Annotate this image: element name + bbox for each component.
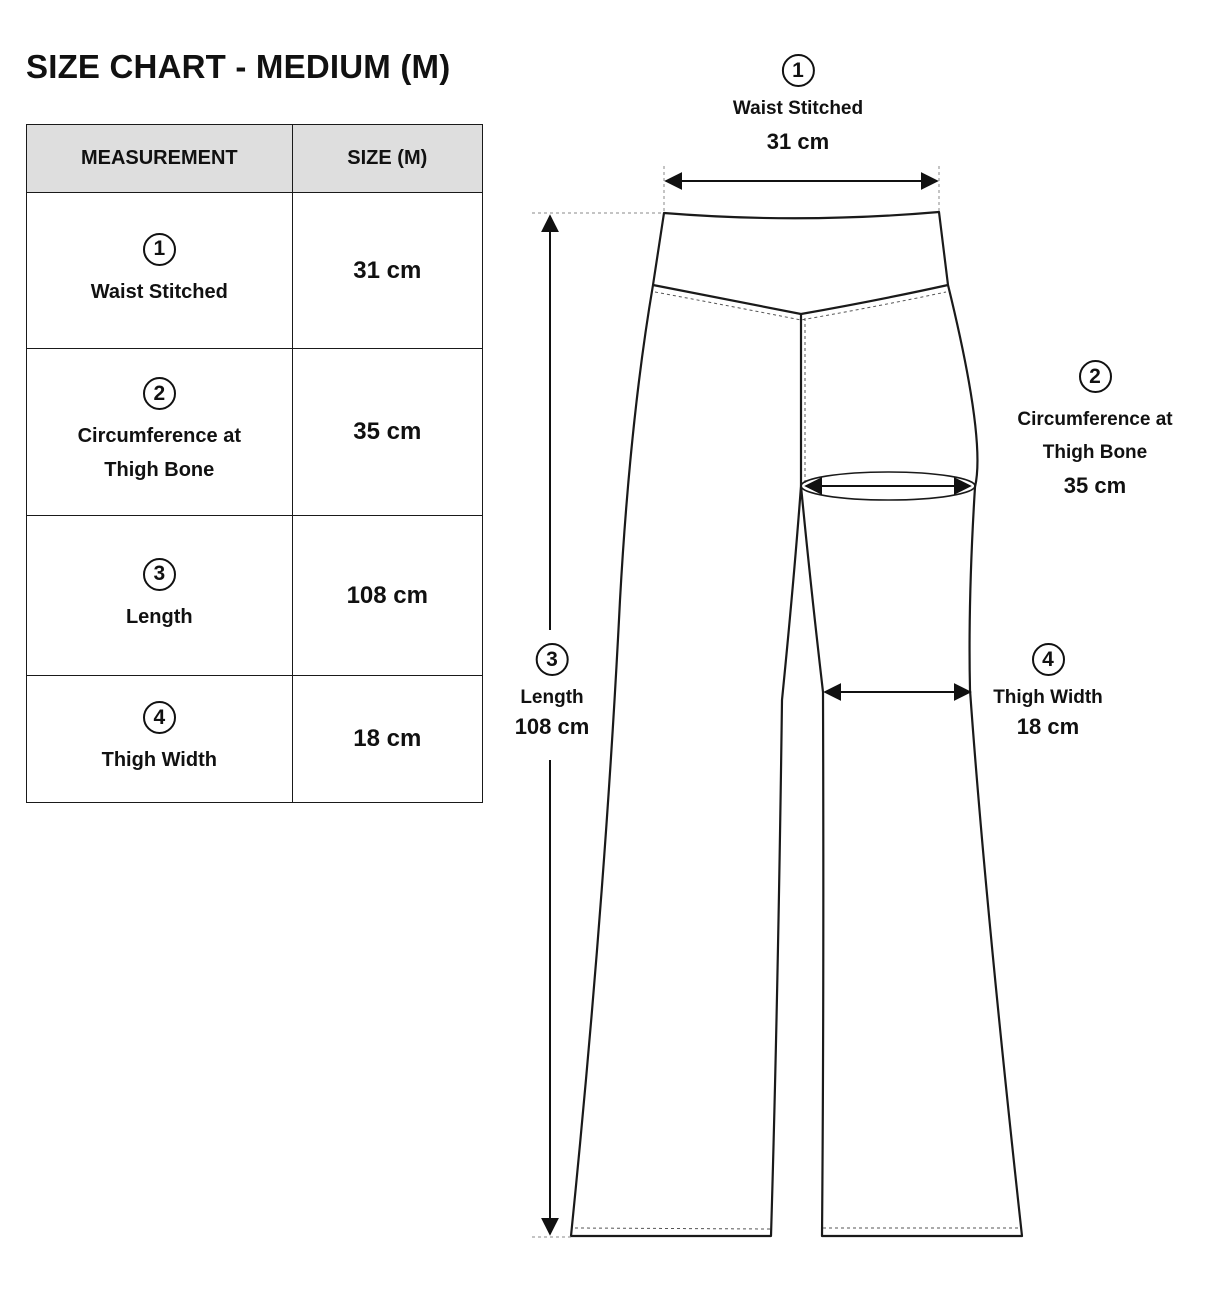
stitching <box>575 292 1018 1229</box>
thigh-width-label: Thigh Width <box>993 687 1103 708</box>
number-badge: 4 <box>1032 643 1065 676</box>
thigh-circumference-annotation <box>995 360 1195 503</box>
number-badge: 4 <box>143 701 176 734</box>
header-measurement: MEASUREMENT <box>27 125 293 193</box>
waist-label: Waist Stitched <box>732 98 864 119</box>
number-badge: 1 <box>143 233 176 266</box>
thigh-width-value: 18 cm <box>1016 714 1080 739</box>
size-value: 31 cm <box>292 193 482 349</box>
number-badge: 1 <box>781 54 814 87</box>
measurement-label: Length <box>125 605 193 628</box>
number-badge: 3 <box>536 643 569 676</box>
measurement-label: Circumference at Thigh Bone <box>77 425 241 481</box>
length-label: Length <box>520 687 584 708</box>
length-value: 108 cm <box>514 714 590 739</box>
size-value: 18 cm <box>292 676 482 803</box>
waist-annotation <box>733 54 863 159</box>
length-annotation <box>509 643 596 744</box>
size-value: 35 cm <box>292 349 482 516</box>
thigh-width-annotation <box>968 643 1128 744</box>
thigh-circumference-value: 35 cm <box>1063 473 1127 498</box>
measurement-label: Waist Stitched <box>90 280 228 303</box>
waist-value: 31 cm <box>766 129 830 154</box>
page-title: SIZE CHART - MEDIUM (M) <box>26 48 451 85</box>
header-size: SIZE (M) <box>292 125 482 193</box>
number-badge: 2 <box>143 377 176 410</box>
number-badge: 3 <box>143 558 176 591</box>
pants-outline <box>571 212 1022 1236</box>
number-badge: 2 <box>1079 360 1112 393</box>
thigh-circumference-label-line2: Thigh Bone <box>1042 442 1148 463</box>
measurement-label: Thigh Width <box>101 749 217 771</box>
size-value: 108 cm <box>292 516 482 676</box>
thigh-circumference-label-line1: Circumference at <box>1017 409 1173 430</box>
